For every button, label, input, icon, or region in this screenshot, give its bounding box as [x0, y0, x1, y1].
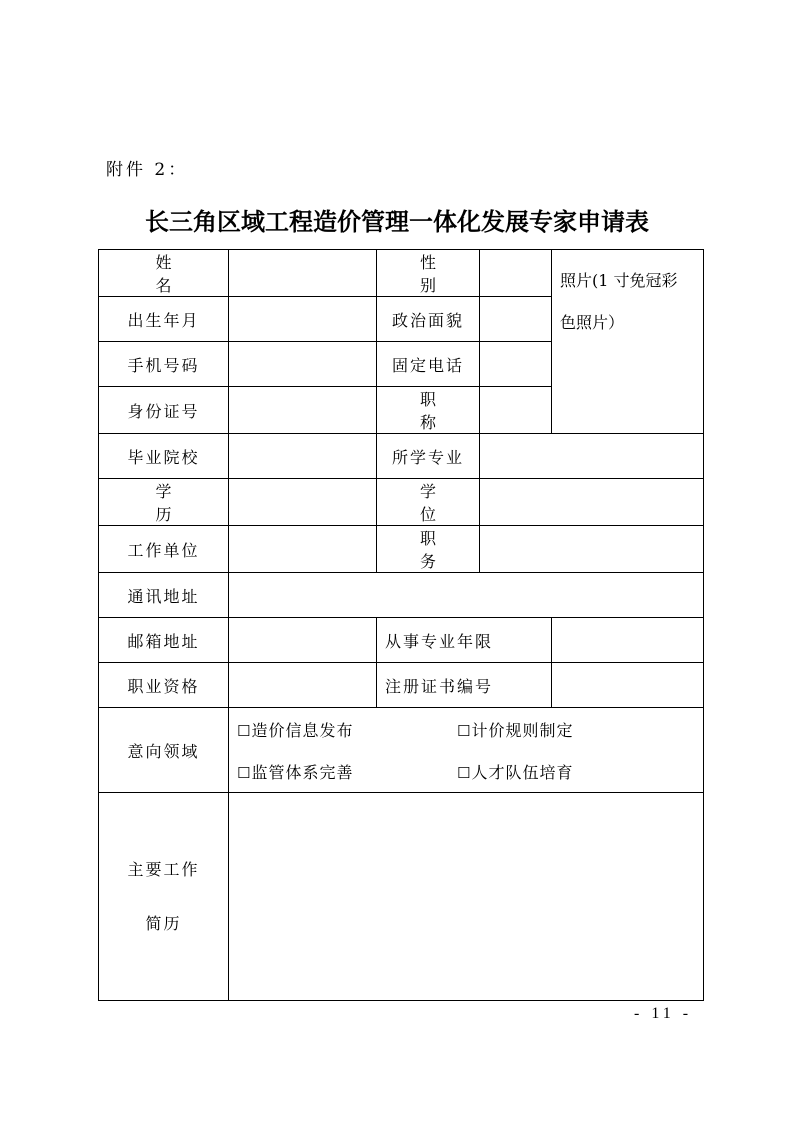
field-degree[interactable]	[480, 479, 704, 526]
label-education: 学历	[99, 479, 229, 526]
form-title: 长三角区域工程造价管理一体化发展专家申请表	[145, 207, 649, 236]
label-qualification: 职业资格	[99, 663, 229, 708]
field-gender[interactable]	[480, 250, 552, 297]
field-qualification[interactable]	[229, 663, 377, 708]
field-political[interactable]	[480, 297, 552, 342]
field-email-address[interactable]	[229, 618, 377, 663]
attachment-label: 附件 2：	[106, 160, 189, 180]
label-email-address: 邮箱地址	[99, 618, 229, 663]
label-years: 从事专业年限	[377, 618, 552, 663]
field-major[interactable]	[480, 434, 704, 479]
photo-area[interactable]	[552, 250, 704, 434]
label-title-rank: 职称	[377, 387, 480, 434]
field-id-number[interactable]	[229, 387, 377, 434]
intent-option-label: 监管体系完善	[251, 762, 354, 782]
checkbox-icon[interactable]: ☐	[457, 763, 472, 782]
field-name[interactable]	[229, 250, 377, 297]
photo-text-line1: 照片(1 寸免冠彩	[560, 271, 678, 290]
field-education[interactable]	[229, 479, 377, 526]
field-birth[interactable]	[229, 297, 377, 342]
intent-option-supervision[interactable]	[229, 760, 449, 783]
field-employer[interactable]	[229, 526, 377, 573]
checkbox-icon[interactable]: ☐	[457, 721, 472, 740]
label-resume	[99, 793, 229, 1001]
label-major: 所学专业	[377, 434, 480, 479]
field-address[interactable]	[229, 573, 704, 618]
field-resume[interactable]	[229, 793, 704, 1001]
field-title-rank[interactable]	[480, 387, 552, 434]
label-phone: 固定电话	[377, 342, 480, 387]
label-id-number: 身份证号	[99, 387, 229, 434]
intent-option-pricing-rules[interactable]	[449, 718, 669, 741]
intent-options	[229, 708, 704, 793]
label-degree: 学位	[377, 479, 480, 526]
intent-option-pricing-info[interactable]	[229, 718, 449, 741]
field-cert-no[interactable]	[552, 663, 704, 708]
resume-label-line1: 主要工作	[127, 859, 200, 879]
intent-option-label: 计价规则制定	[471, 720, 574, 740]
field-mobile[interactable]	[229, 342, 377, 387]
intent-option-label: 人才队伍培育	[471, 762, 574, 782]
page-number: - 11 -	[634, 1005, 693, 1022]
label-intent: 意向领域	[99, 708, 229, 793]
label-mobile: 手机号码	[99, 342, 229, 387]
resume-label-line2: 简历	[145, 913, 182, 933]
label-cert-no: 注册证书编号	[377, 663, 552, 708]
label-school: 毕业院校	[99, 434, 229, 479]
label-name: 姓名	[99, 250, 229, 297]
label-position: 职务	[377, 526, 480, 573]
label-political: 政治面貌	[377, 297, 480, 342]
field-years[interactable]	[552, 618, 704, 663]
field-phone[interactable]	[480, 342, 552, 387]
field-school[interactable]	[229, 434, 377, 479]
checkbox-icon[interactable]: ☐	[237, 763, 252, 782]
intent-option-label: 造价信息发布	[251, 720, 354, 740]
field-position[interactable]	[480, 526, 704, 573]
label-address: 通讯地址	[99, 573, 229, 618]
label-birth: 出生年月	[99, 297, 229, 342]
checkbox-icon[interactable]: ☐	[237, 721, 252, 740]
application-form-table	[98, 249, 704, 1001]
intent-option-talent[interactable]	[449, 760, 669, 783]
label-employer: 工作单位	[99, 526, 229, 573]
label-gender: 性别	[377, 250, 480, 297]
photo-text-line2: 色照片）	[560, 313, 625, 332]
